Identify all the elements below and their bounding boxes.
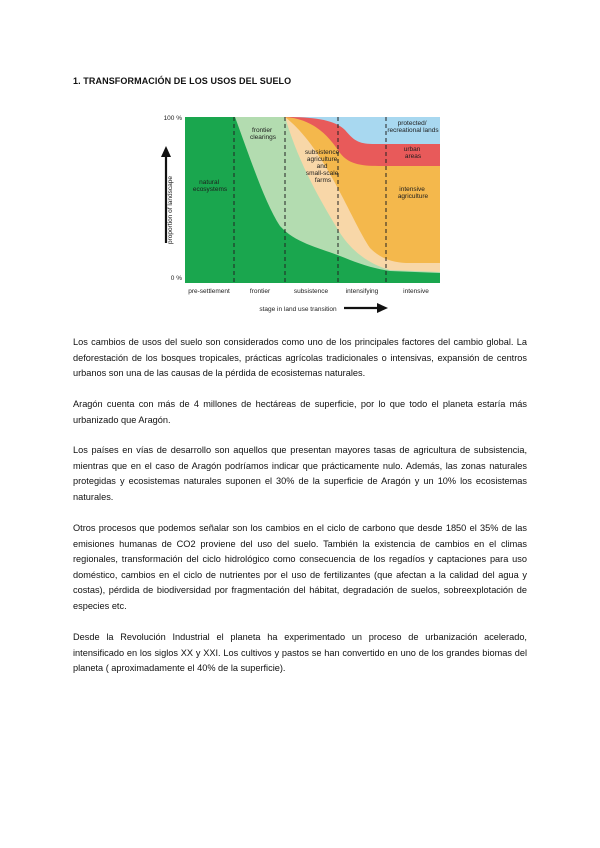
stage-label-frontier: frontier — [249, 288, 271, 295]
stage-label-intensifying: intensifying — [345, 288, 379, 295]
y-top-label: 100 % — [163, 115, 182, 122]
x-axis-title: stage in land use transition — [259, 306, 337, 313]
area-label-intensive: intensive agriculture — [397, 186, 429, 200]
stage-label-pre-settlement: pre-settlement — [188, 288, 230, 295]
stage-label-subsistence: subsistence — [293, 288, 329, 295]
paragraph: Los cambios de usos del suelo son considerados como uno de los principales factores del cambio global. La deforestación de los bosques tropicales, prácticas agrícolas tradicionales o intensivas, expansión de centros urbanos son una de las causas de la pérdida de ecosistemas naturales. — [73, 337, 527, 379]
paragraph: Desde la Revolución Industrial el planeta ha experimentado un proceso de urbanización acelerado, intensificado en los siglos XX y XXI. Los cultivos y pastos se han convertido en uno de los grandes biomas del planeta ( aproximadamente el 40% de la superficie). — [73, 632, 527, 674]
y-bottom-label: 0 % — [170, 275, 182, 282]
stage-label-intensive: intensive — [403, 288, 429, 295]
paragraph: Los países en vías de desarrollo son aquellos que presentan mayores tasas de agricultura de subsistencia, mientras que en el caso de Aragón podríamos indicar que prácticamente nulo. Además, las zonas naturales protegidas y ecosistemas naturales suponen el 30% de la superficie de Aragón y un 10% los ecosistemas naturales. — [73, 445, 527, 502]
area-label-protected: protected/ recreational lands — [387, 120, 439, 134]
y-axis-title: proportion of landscape — [167, 176, 174, 244]
paragraph: Aragón cuenta con más de 4 millones de hectáreas de superficie, por lo que todo el planeta estaría más urbanizado que Aragón. — [73, 399, 527, 425]
area-label-natural: natural ecosystems — [192, 179, 228, 193]
area-label-urban: urban areas — [403, 146, 422, 160]
paragraph: Otros procesos que podemos señalar son los cambios en el ciclo de carbono que desde 1850 el 35% de las emisiones humanas de CO2 proviene del uso del suelo. También la existencia de cambios en el climas regionales, transformación del ciclo hidrológico como consecuencia de los regadíos y captaciones para uso doméstico, cambios en el ciclo de nutrientes por el uso de fertilizantes (que afectan a la calidad del agua y costas), pérdida de biodiversidad por fragmentación del hábitat, degradación de suelos, sobreexplotación de especies etc. — [73, 523, 527, 611]
land-use-transition-figure — [150, 108, 450, 323]
section-heading: 1. TRANSFORMACIÓN DE LOS USOS DEL SUELO — [73, 76, 292, 86]
area-label-frontier: frontier clearings — [249, 127, 277, 141]
area-label-subsistence: subsistence agriculture and small-scale farms — [304, 149, 340, 184]
x-axis-arrowhead — [377, 303, 388, 313]
y-axis-arrowhead — [161, 146, 171, 157]
